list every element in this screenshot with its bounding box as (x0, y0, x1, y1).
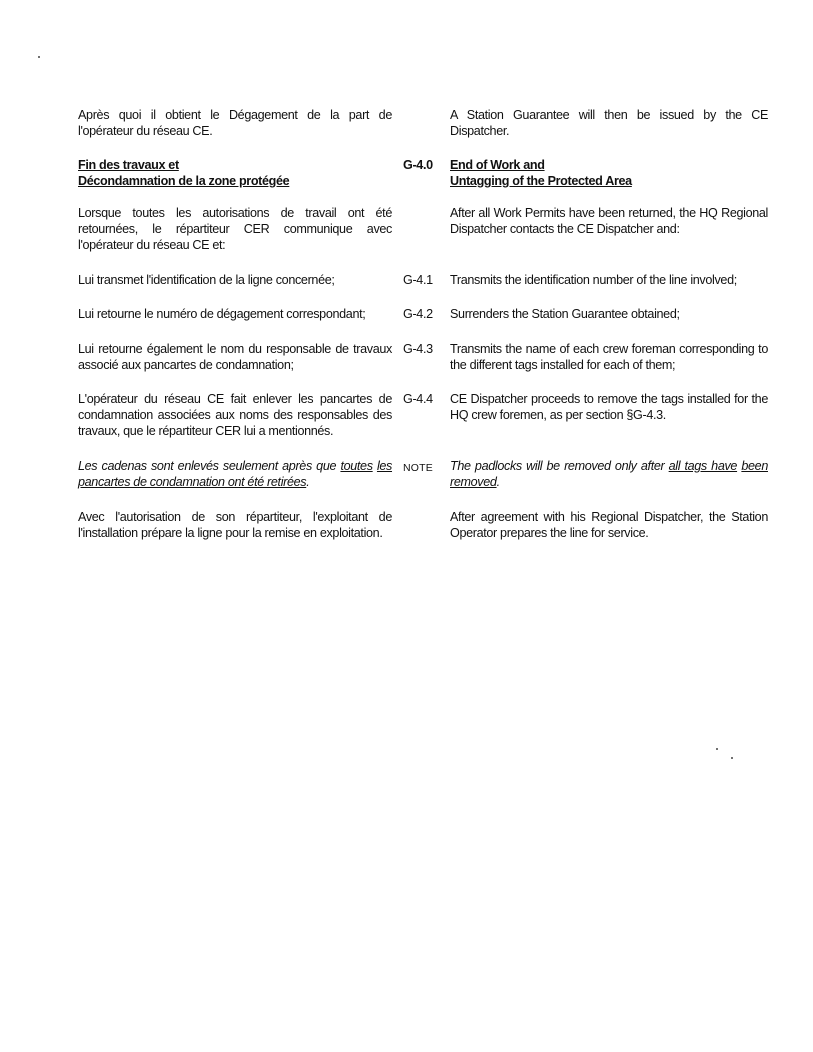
french-text: Lorsque toutes les autorisations de travail ont été retournées, le répartiteur CER communique avec l'opérateur du réseau CE et: (78, 206, 392, 252)
english-text: Surrenders the Station Guarantee obtained; (450, 307, 680, 321)
english-text: A Station Guarantee will then be issued by the CE Dispatcher. (450, 108, 768, 138)
note-underlined-text: les pancartes de condamnation ont été retirées (78, 459, 393, 489)
note-text: . (496, 475, 500, 489)
french-note (78, 458, 392, 490)
scan-speck (716, 748, 718, 750)
note-underlined-text: toutes (340, 459, 373, 473)
note-underlined-text: been removed (450, 459, 768, 489)
section-number: G-4.0 (403, 158, 433, 172)
note-text: . (306, 475, 310, 489)
french-heading-line: Fin des travaux et (78, 158, 179, 172)
french-heading-line: Décondamnation de la zone protégée (78, 174, 290, 188)
item-number: G-4.1 (403, 273, 433, 287)
note-text: The padlocks will be removed only after (450, 459, 669, 473)
english-text: After agreement with his Regional Dispatcher, the Station Operator prepares the line for service. (450, 510, 768, 540)
note-text: Les cadenas sont enlevés seulement après que (78, 459, 341, 473)
note-label: NOTE (403, 462, 433, 474)
english-text: After all Work Permits have been returned, the HQ Regional Dispatcher contacts the CE Dispatcher and: (450, 206, 768, 236)
french-text: Lui retourne le numéro de dégagement correspondant; (78, 307, 366, 321)
english-heading-line: End of Work and (450, 158, 545, 172)
french-text: Avec l'autorisation de son répartiteur, l'exploitant de l'installation prépare la ligne pour la remise en exploitation. (78, 510, 392, 540)
french-text: Lui transmet l'identification de la ligne concernée; (78, 273, 335, 287)
english-text: Transmits the name of each crew foreman corresponding to the different tags installed for each of them; (450, 342, 768, 372)
french-text: L'opérateur du réseau CE fait enlever les pancartes de condamnation associées aux noms des responsables des travaux, que le répartiteur CER lui a mentionnés. (78, 392, 392, 438)
scan-speck (731, 757, 733, 759)
french-text: Après quoi il obtient le Dégagement de la part de l'opérateur du réseau CE. (78, 108, 392, 138)
english-heading-line: Untagging of the Protected Area (450, 174, 632, 188)
scan-speck (38, 56, 40, 58)
english-text: CE Dispatcher proceeds to remove the tags installed for the HQ crew foremen, as per section §G-4.3. (450, 392, 768, 422)
english-heading (450, 157, 768, 189)
item-number: G-4.4 (403, 392, 433, 406)
item-number: G-4.3 (403, 342, 433, 356)
french-heading (78, 157, 392, 189)
french-text: Lui retourne également le nom du responsable de travaux associé aux pancartes de condamnation; (78, 342, 392, 372)
note-underlined-text: all tags have (668, 459, 738, 473)
english-note (450, 458, 768, 490)
item-number: G-4.2 (403, 307, 433, 321)
english-text: Transmits the identification number of the line involved; (450, 273, 737, 287)
